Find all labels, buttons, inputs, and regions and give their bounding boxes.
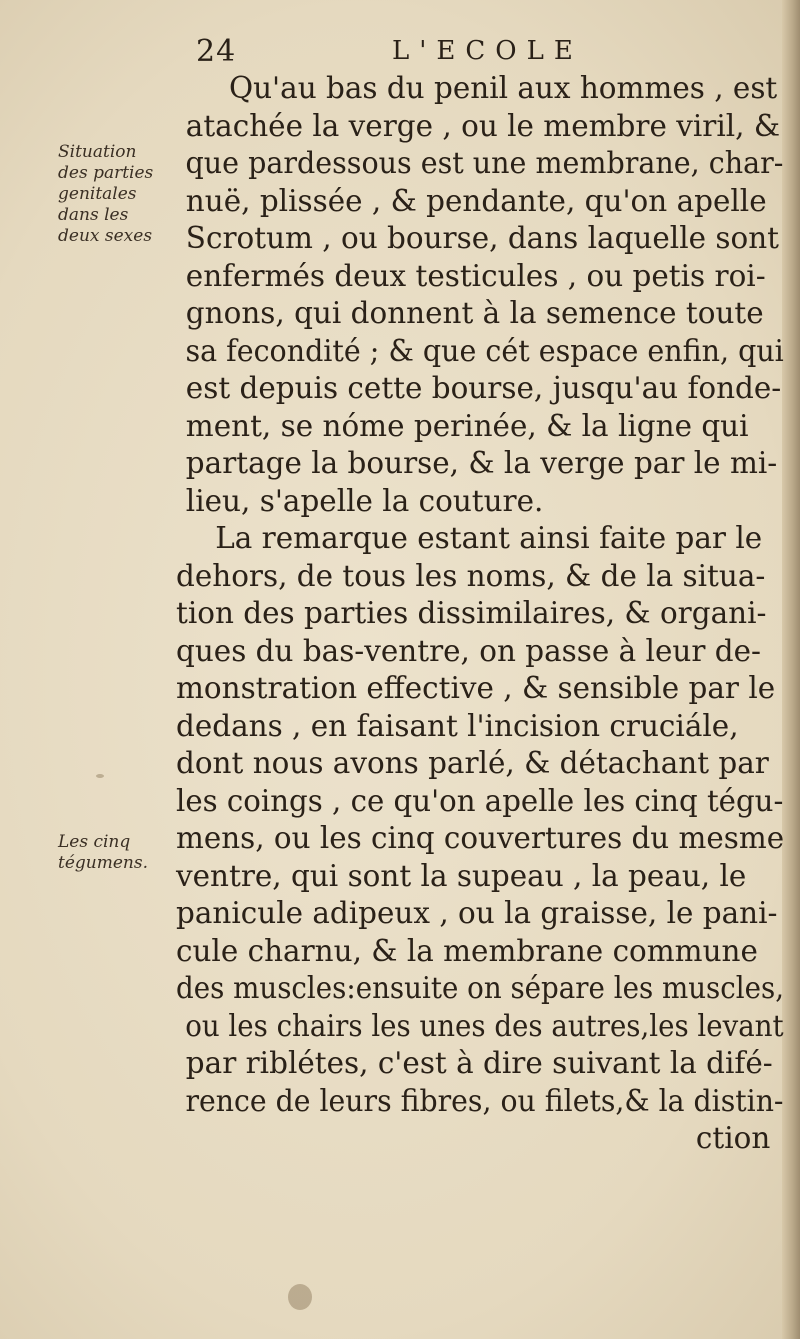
margin-note-line: dans les (58, 205, 129, 225)
ink-blot (288, 1284, 312, 1310)
ink-speck (96, 774, 104, 778)
text-line: La remarque estant ainsi faite par le (215, 521, 763, 556)
page-number: 24 (196, 34, 237, 69)
text-line: ventre, qui sont la supeau , la peau, le (176, 858, 747, 894)
running-title: L'ECOLE (392, 36, 583, 66)
text-line: gnons, qui donnent à la semence toute (185, 296, 764, 331)
text-line: dedans , en faisant l'incision cruciále, (176, 708, 739, 744)
margin-note-line: deux sexes (58, 226, 153, 246)
text-line: rence de leurs fibres, ou filets,& la distin- (185, 1083, 784, 1119)
text-line: cule charnu, & la membrane commune (176, 933, 758, 969)
text-line: ction (695, 1121, 771, 1156)
text-line: est depuis cette bourse, jusqu'au fonde- (185, 371, 782, 406)
text-line: lieu, s'apelle la couture. (185, 483, 544, 519)
margin-note-line: des parties (58, 163, 154, 183)
text-line: Scrotum , ou bourse, dans laquelle sont (185, 221, 780, 256)
text-line: ment, se nóme perinée, & la ligne qui (185, 408, 749, 444)
margin-note-line: genitales (58, 184, 137, 204)
text-line: monstration effective , & sensible par le (176, 671, 776, 706)
text-line: ques du bas-ventre, on passe à leur de- (176, 633, 761, 669)
text-line: partage la bourse, & la verge par le mi- (185, 446, 778, 481)
text-line: nuë, plissée , & pendante, qu'on apelle (185, 183, 767, 219)
body-text (176, 70, 796, 1158)
text-line: panicule adipeux , ou la graisse, le pani- (176, 896, 778, 931)
text-line: dont nous avons parlé, & détachant par (176, 746, 769, 781)
page-header (0, 34, 800, 74)
text-line: par riblétes, c'est à dire suivant la difé- (185, 1046, 773, 1081)
text-line: sa fecondité ; & que cét espace enfin, qui (185, 333, 784, 369)
text-line: Qu'au bas du penil aux hommes , est (228, 71, 778, 106)
margin-note-teguments (58, 832, 178, 874)
text-line: atachée la verge , ou le membre viril, & (185, 108, 781, 144)
text-line: dehors, de tous les noms, & de la situa- (176, 558, 766, 594)
margin-note-line: Situation (58, 142, 137, 162)
margin-note-genital-parts (58, 142, 178, 247)
text-line: mens, ou les cinq couvertures du mesme (176, 821, 785, 856)
text-line: les coings , ce qu'on apelle les cinq tégu- (176, 783, 784, 819)
margin-note-line: tégumens. (58, 853, 148, 873)
text-line: ou les chairs les unes des autres,les levant (185, 1008, 784, 1044)
text-line: enfermés deux testicules , ou petis roi- (185, 258, 766, 294)
text-line: que pardessous est une membrane, char- (185, 146, 784, 181)
margin-note-line: Les cinq (58, 832, 131, 852)
text-line: des muscles:ensuite on sépare les muscles, (176, 971, 785, 1006)
text-line: tion des parties dissimilaires, & organi- (176, 596, 767, 631)
